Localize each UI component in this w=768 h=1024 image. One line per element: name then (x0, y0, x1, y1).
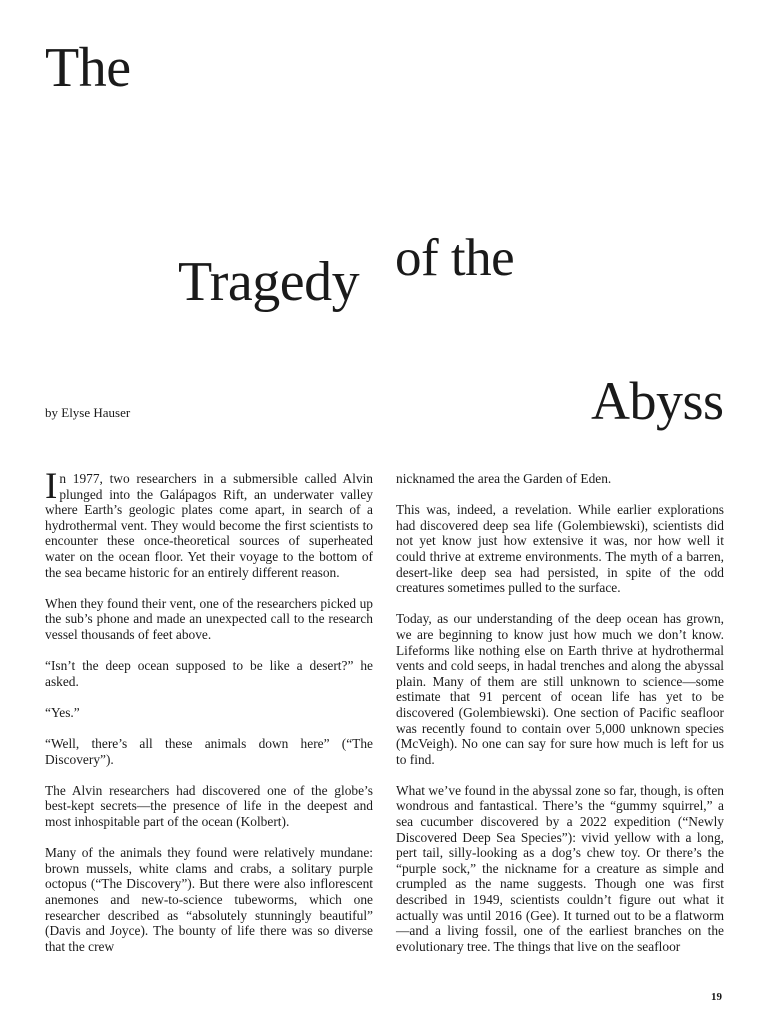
paragraph-text: n 1977, two researchers in a submersible called Alvin plunged into the Galápagos Rift, an underwater valley where Earth’s geologic plates come apart, in search of a hydrothermal vent. They would become the first scientists to encounter these once-theoretical sources of superheated water on the ocean floor. Yet their voyage to the bottom of the sea became historic for an entirely different reason. (45, 471, 373, 580)
paragraph: nicknamed the area the Garden of Eden. (396, 471, 612, 486)
paragraph: Today, as our understanding of the deep ocean has grown, we are beginning to know just how much we don’t know. Lifeforms like nothing else on Earth thrive at hydrothermal vents and cold seeps, in hadal trenches and along the abyssal plain. Many of them are still unknown to science—some estimate that 91 percent of ocean life has yet to be discovered (Golembiewski). One section of Pacific seafloor was recently found to contain over 5,000 unknown species (McVeigh). No one can say for sure how much is left for us to find. (396, 611, 724, 767)
article-column-left (45, 466, 373, 954)
paragraph: “Isn’t the deep ocean supposed to be like a desert?” he asked. (45, 658, 373, 689)
paragraph: What we’ve found in the abyssal zone so far, though, is often wondrous and fantastical. There’s the “gummy squirrel,” a sea cucumber discovered by a 2022 expedition (“Newly Discovered Deep Sea Species”): vivid yellow with a long, pert tail, silly-looking as a dog’s chew toy. Or there’s the “purple sock,” the nickname for a creature as simple and crumpled as the name suggests. Though one was first described in 1949, scientists couldn’t figure out what it actually was until 2016 (Gee). It turned out to be a flatworm—and a living fossil, one of the earliest branches on the evolutionary tree. The things that live on the seafloor (396, 782, 724, 954)
paragraph: “Yes.” (45, 704, 80, 720)
drop-cap: I (45, 466, 58, 507)
paragraph: When they found their vent, one of the researchers picked up the sub’s phone and made an unexpected call to the research vessel thousands of feet above. (45, 595, 373, 642)
article-column-right (396, 471, 724, 954)
paragraph: Many of the animals they found were relatively mundane: brown mussels, white clams and crabs, a solitary purple octopus (“The Discovery”). But there were also inflorescent anemones and new-to-science tubeworms, which one researcher described as “absolutely stunningly beautiful” (Davis and Joyce). The bounty of life there was so diverse that the crew (45, 845, 373, 954)
title-word-the: The (45, 37, 131, 99)
byline: by Elyse Hauser (45, 405, 131, 420)
paragraph: “Well, there’s all these animals down here” (“The Discovery”). (45, 736, 373, 767)
paragraph: This was, indeed, a revelation. While earlier explorations had discovered deep sea life (Golembiewski), scientists did not yet know just how extensive it was, nor how well it could thrive at extreme environments. The myth of a barren, desert-like deep sea had persisted, in spite of the odd creatures sometimes pulled to the surface. (396, 502, 724, 596)
page-number: 19 (711, 991, 722, 1003)
title-word-tragedy: Tragedy (178, 251, 360, 313)
title-word-of-the: of the (395, 229, 515, 287)
paragraph: The Alvin researchers had discovered one of the globe’s best-kept secrets—the presence of life in the deepest and most inhospitable part of the ocean (Kolbert). (45, 782, 373, 830)
paragraph (45, 466, 373, 580)
title-word-abyss: Abyss (591, 371, 724, 431)
